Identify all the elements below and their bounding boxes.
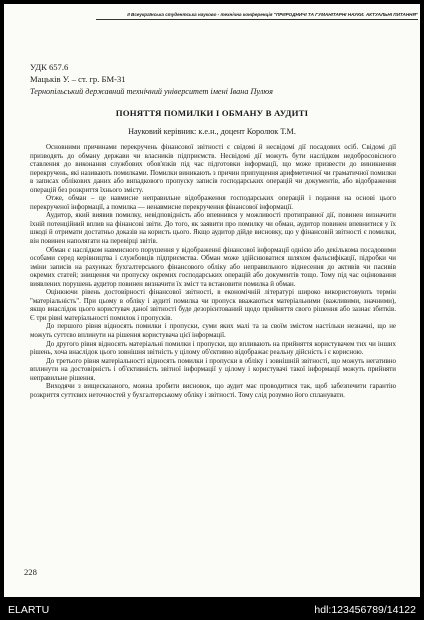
paragraph: До третього рівня матеріальності відносять помилки і пропуски в обліку і зовнішній звітності, що можуть негативно вплинути на достовірність і об'єктивність звітної інформації у цілому і користувачі такої інформації можуть прийняти неправильне рішення. bbox=[30, 356, 396, 382]
paragraph: Отже, обман – це навмисне неправильне відображення господарських операцій і подання на основі цього перекрученої інформації, а помилка — ненавмисне перекручення фінансової інформації. bbox=[30, 194, 396, 211]
repository-name: ELARTU bbox=[8, 604, 50, 616]
article-body bbox=[30, 143, 396, 399]
paragraph: Аудитор, який виявив помилку, невідповідність або впевнився у можливості протиправної дії, повинен визначити їхній потенційний вплив на фінансові звіти. До того, як заявити про помилку чи обман, аудитор повинен впевнитися у їх шкоді й отримати достатньо доказів на користь цього. Якщо аудитор дійде висновку, що у фінансовій звітності є помилки, він повинен наполягати на перевірці звітів. bbox=[30, 211, 396, 246]
paragraph: Основними причинами перекручень фінансової звітності є свідомі й несвідомі дії посадових осіб. Свідомі дії призводять до обману держави чи власників підприємств. Несвідомі дії можуть бути наслідком недобросовісного ставлення до виконання службових обов'язків під час підготовки інформації, що може призвести до виникнення перекручень, які називають помилками. Помилки виникають з причин припущення арифметичної чи граматичної помилки в записах облікових даних або випадкового пропуску записів господарських операцій чи документів, або відображення операцій без розкриття їхнього змісту. bbox=[30, 143, 396, 194]
udc-code: УДК 657.6 bbox=[30, 62, 69, 72]
author-line: Мацьків У. – ст. гр. БМ-31 bbox=[30, 74, 126, 84]
document-page bbox=[4, 4, 420, 597]
page-number: 228 bbox=[24, 567, 37, 577]
paragraph: Виходячи з вищесказаного, можна зробити висновок, що аудит має проводитися так, щоб забезпечити гарантію розкриття суттєвих неточностей у бухгалтерському обліку і звітності. Тому слід розумно його спланувати. bbox=[30, 382, 396, 399]
paragraph: До другого рівня відносять матеріальні помилки і пропуски, що впливають на прийняття користувачем тих чи інших рішень, хоча внаслідок цього зовнішня звітність у цілому об'єктивно відображає реальну дійсність і є корисною. bbox=[30, 339, 396, 357]
affiliation: Тернопільський державний технічний університет імені Івана Пулюя bbox=[30, 87, 273, 96]
paragraph: Оцінюючи рівень достовірності фінансової звітності, в економічній літературі широко використовують термін "матеріальність". При цьому в обліку і аудиті помилка чи пропуск вважаються матеріальними (важливими, значними), якщо внаслідок цього користувач даної звітності буде дезорієнтований щодо прийняття свого рішення або зазнає збитків. Є три рівні матеріальності помилок і пропусків. bbox=[30, 288, 396, 322]
article-title: ПОНЯТТЯ ПОМИЛКИ І ОБМАНУ В АУДИТІ bbox=[115, 108, 309, 118]
paragraph: До першого рівня відносять помилки і пропуски, суми яких малі та за своїм змістом настільки незначні, що не можуть суттєво вплинути на рішення користувача цієї інформації. bbox=[30, 322, 396, 340]
conference-header: II Всеукраїнська студентська науково - технічна конференція "ПРИРОДНИЧІ ТА ГУМАНІТАРНІ НАУКИ. АКТУАЛЬНІ ПИТАННЯ" bbox=[96, 12, 418, 20]
supervisor-line: Науковий керівник: к.е.н., доцент Королюк Т.М. bbox=[128, 127, 296, 136]
paragraph: Обман є наслідком навмисного порушення у відображенні фінансової інформації однією або декількома посадовими особами серед керівництва і службовців підприємства. Обман може здійснюватися шляхом фальсифікації, підробки чи зміни записів на рахунках бухгалтерського фінансового обліку або неправильного віднесення до активів чи пасивів окремих статей; знищення чи пропуску окремих господарських операцій або документів тощо. Тому під час оцінювання виявлених порушень аудитор повинен визначити їх зміст та встановити помилка й обман. bbox=[30, 245, 396, 288]
handle-id: hdl:123456789/14122 bbox=[314, 604, 416, 616]
viewer-footer bbox=[0, 600, 424, 620]
